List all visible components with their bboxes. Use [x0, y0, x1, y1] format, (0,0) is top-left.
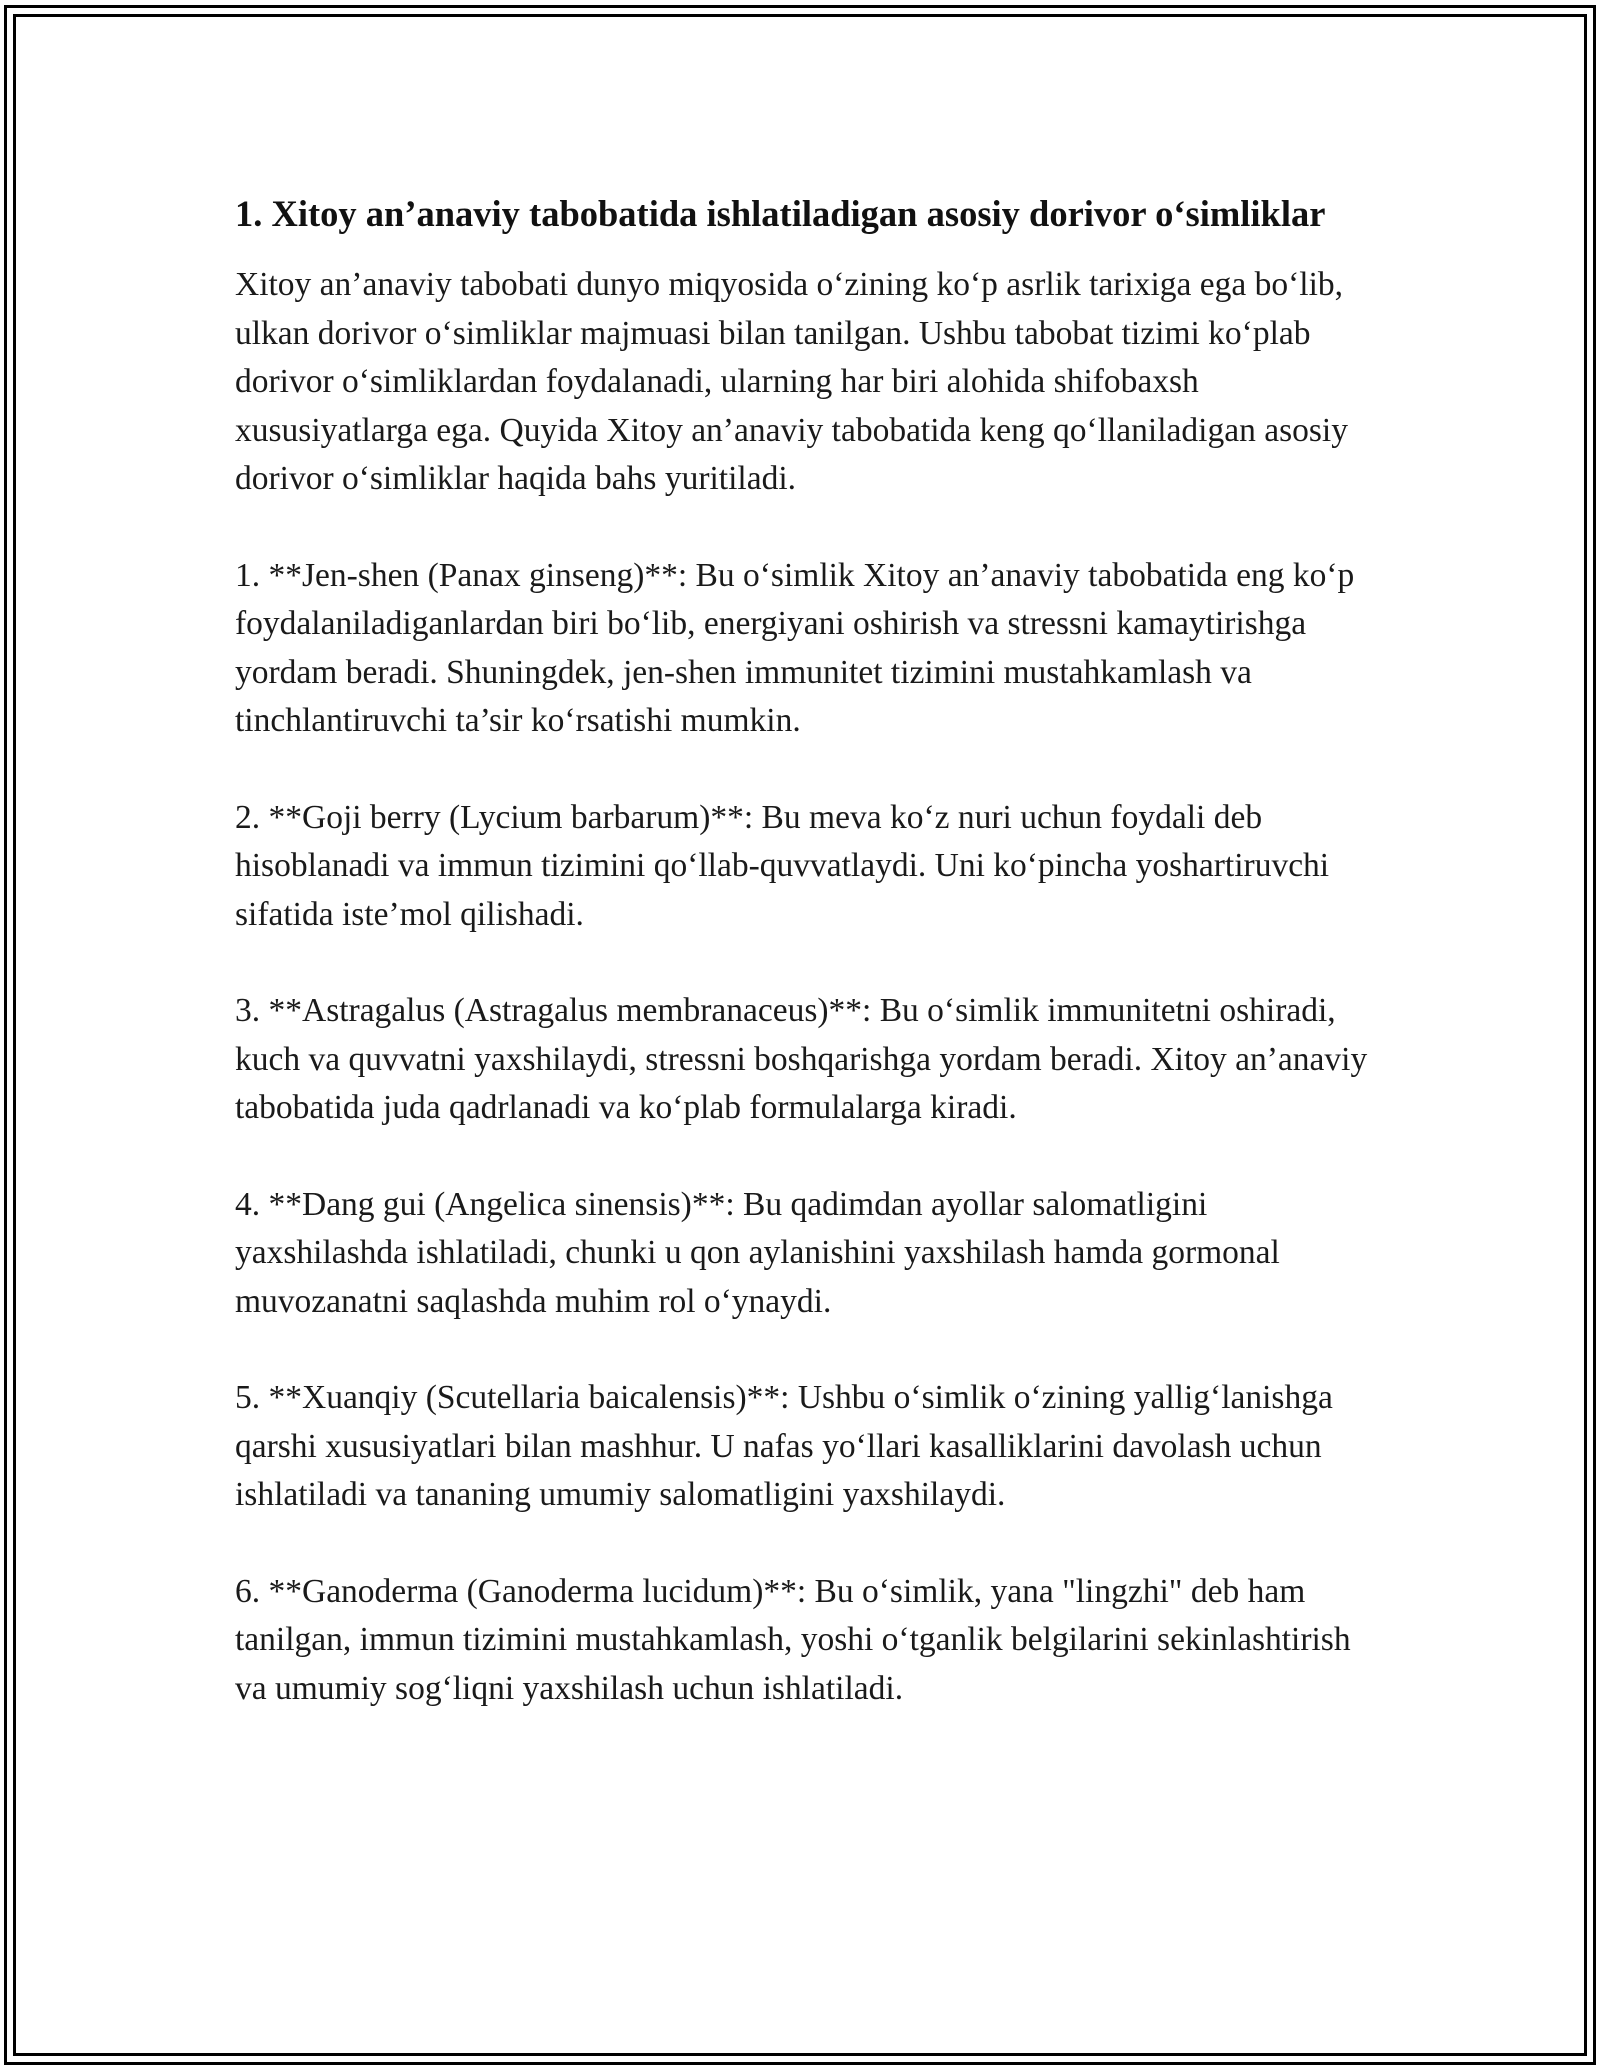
section-heading: 1. Xitoy an’anaviy tabobatida ishlatiladigan asosiy dorivor o‘simliklar [235, 193, 1326, 234]
list-item-xuanqiy: 5. **Xuanqiy (Scutellaria baicalensis)**: Ushbu o‘simlik o‘zining yallig‘lanishga qarshi xususiyatlari bilan mashhur. U nafas yo‘llari kasalliklarini davolash uchun ishlatiladi va tananing umumiy salomatligini yaxshilaydi. [235, 1379, 1333, 1513]
list-item-dang-gui: 4. **Dang gui (Angelica sinensis)**: Bu qadimdan ayollar salomatligini yaxshilashda ishlatiladi, chunki u qon aylanishini yaxshilash hamda gormonal muvozanatni saqlashda muhim rol o‘ynaydi. [235, 1185, 1280, 1320]
list-item-astragalus: 3. **Astragalus (Astragalus membranaceus)**: Bu o‘simlik immunitetni oshiradi, kuch va quvvatni yaxshilaydi, stressni boshqarishga yordam beradi. Xitoy an’anaviy tabobatida juda qadrlanadi va ko‘plab formulalarga kiradi. [235, 992, 1368, 1126]
document-body [235, 186, 1375, 1761]
list-item-goji-berry: 2. **Goji berry (Lycium barbarum)**: Bu meva ko‘z nuri uchun foydali deb hisoblanadi va immun tizimini qo‘llab-quvvatlaydi. Uni ko‘pincha yoshartiruvchi sifatida iste’mol qilishadi. [235, 798, 1330, 933]
list-item-ganoderma: 6. **Ganoderma (Ganoderma lucidum)**: Bu o‘simlik, yana "lingzhi" deb ham tanilgan, immun tizimini mustahkamlash, yoshi o‘tganlik belgilarini sekinlashtirish va umumiy sog‘liqni yaxshilash uchun ishlatiladi. [235, 1572, 1351, 1707]
list-item-jen-shen: 1. **Jen-shen (Panax ginseng)**: Bu o‘simlik Xitoy an’anaviy tabobatida eng ko‘p foydalaniladiganlardan biri bo‘lib, energiyani oshirish va stressni kamaytirishga yordam beradi. Shuningdek, jen-shen immunitet tizimini mustahkamlash va tinchlantiruvchi ta’sir ko‘rsatishi mumkin. [235, 556, 1355, 739]
intro-paragraph: Xitoy an’anaviy tabobati dunyo miqyosida o‘zining ko‘p asrlik tarixiga ega bo‘lib, ulkan dorivor o‘simliklar majmuasi bilan tanilgan. Ushbu tabobat tizimi ko‘plab dorivor o‘simliklardan foydalanadi, ularning har biri alohida shifobaxsh xususiyatlarga ega. Quyida Xitoy an’anaviy tabobatida keng qo‘llaniladigan asosiy dorivor o‘simliklar haqida bahs yuritiladi. [235, 266, 1348, 497]
